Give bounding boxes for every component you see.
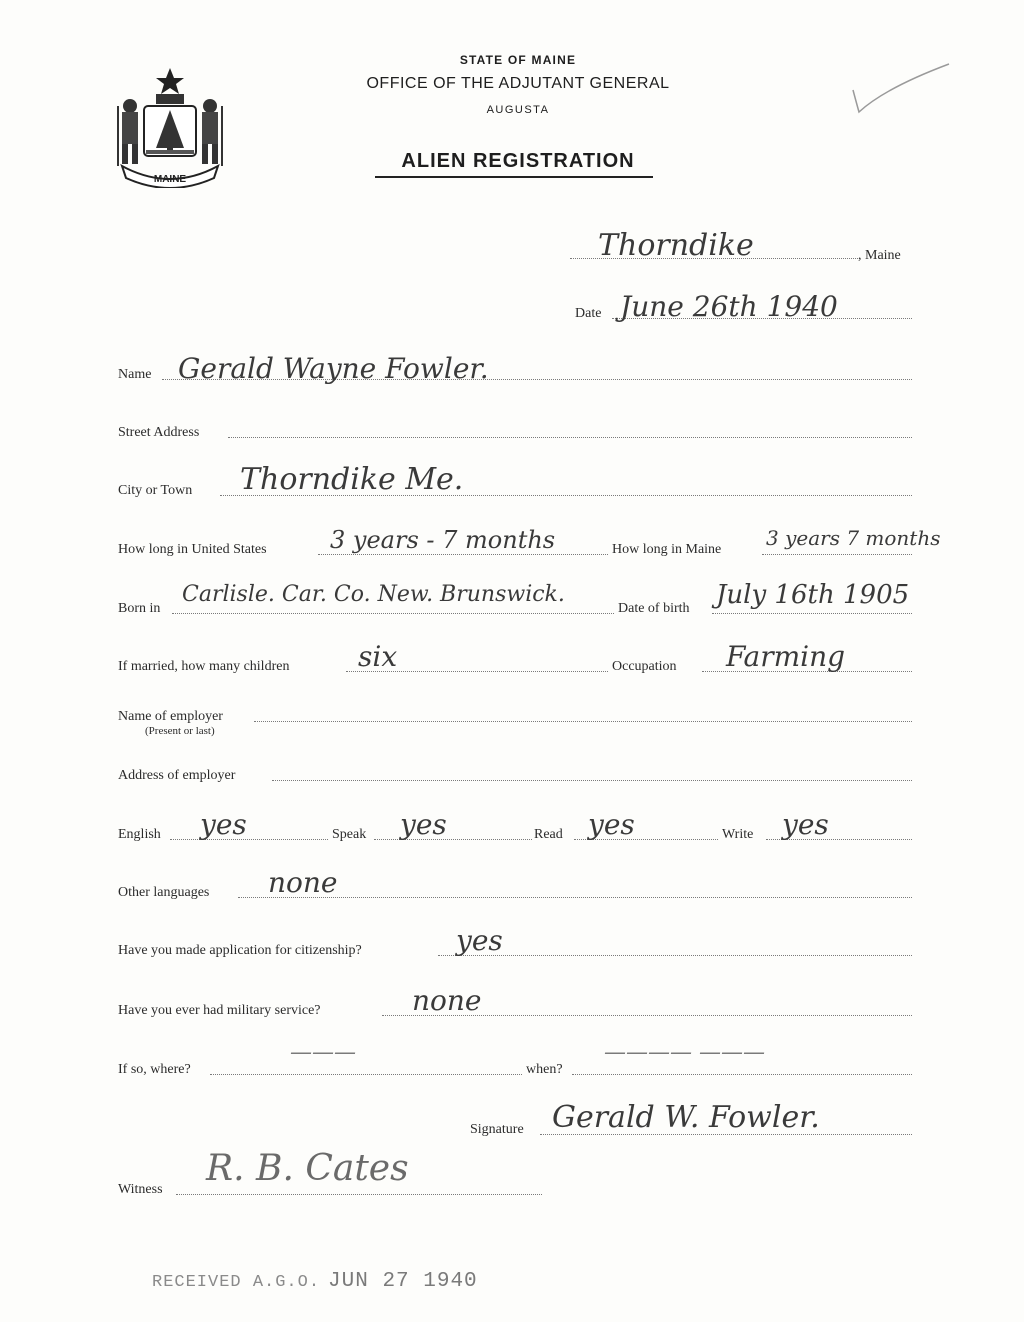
signature-label: Signature [470, 1122, 524, 1137]
write-value[interactable]: yes [782, 808, 829, 841]
military-label: Have you ever had military service? [118, 1003, 321, 1018]
other-languages-value[interactable]: none [268, 866, 338, 899]
when-line [572, 1074, 912, 1075]
dob-line [712, 613, 912, 614]
form-title: ALIEN REGISTRATION [401, 150, 635, 172]
born-in-line [172, 613, 614, 614]
header-state: STATE OF MAINE [459, 53, 577, 67]
occupation-label: Occupation [612, 659, 677, 674]
employer-line [254, 721, 912, 722]
street-address-label: Street Address [118, 425, 200, 440]
city-value[interactable]: Thorndike Me. [240, 462, 464, 497]
speak-label: Speak [332, 827, 367, 842]
dob-label: Date of birth [618, 601, 690, 616]
born-in-label: Born in [118, 601, 161, 616]
name-label: Name [118, 367, 152, 382]
speak-line [374, 839, 532, 840]
born-in-value[interactable]: Carlisle. Car. Co. New. Brunswick. [182, 582, 565, 607]
received-stamp [152, 1270, 478, 1293]
employer-label: Name of employer [118, 709, 223, 724]
english-value[interactable]: yes [200, 808, 247, 841]
witness-label: Witness [118, 1182, 163, 1197]
us-duration-line [318, 554, 608, 555]
occupation-value[interactable]: Farming [726, 640, 846, 673]
when-value[interactable]: ———— ——— [604, 1040, 765, 1065]
title-underline [375, 176, 653, 178]
children-value[interactable]: six [358, 640, 398, 673]
employer-sublabel: (Present or last) [145, 725, 215, 737]
other-languages-line [238, 897, 912, 898]
us-duration-label: How long in United States [118, 542, 267, 557]
write-label: Write [722, 827, 754, 842]
where-line [210, 1074, 522, 1075]
citizenship-value[interactable]: yes [456, 924, 503, 957]
english-label: English [118, 827, 161, 842]
date-value[interactable]: June 26th 1940 [620, 290, 838, 323]
maine-duration-label: How long in Maine [612, 542, 722, 557]
signature-value[interactable]: Gerald W. Fowler. [552, 1100, 820, 1135]
date-label: Date [575, 306, 602, 321]
english-line [170, 839, 328, 840]
read-value[interactable]: yes [588, 808, 635, 841]
name-value[interactable]: Gerald Wayne Fowler. [178, 352, 489, 385]
city-label: City or Town [118, 483, 193, 498]
location-suffix: , Maine [858, 248, 901, 263]
received-stamp-text: RECEIVED A.G.O. [152, 1273, 321, 1292]
witness-value[interactable]: R. B. Cates [206, 1148, 409, 1189]
employer-address-line [272, 780, 912, 781]
witness-line [176, 1194, 542, 1195]
military-value[interactable]: none [412, 984, 482, 1017]
children-label: If married, how many children [118, 659, 290, 674]
read-label: Read [534, 827, 563, 842]
citizenship-label: Have you made application for citizenship? [118, 943, 362, 958]
where-label: If so, where? [118, 1062, 191, 1077]
received-stamp-date: JUN 27 1940 [328, 1270, 478, 1293]
citizenship-line [438, 955, 912, 956]
maine-duration-value[interactable]: 3 years 7 months [766, 526, 941, 550]
street-address-line [228, 437, 912, 438]
check-mark-icon [845, 60, 955, 120]
employer-address-label: Address of employer [118, 768, 236, 783]
dob-value[interactable]: July 16th 1905 [716, 580, 910, 610]
seal-label: MAINE [153, 174, 187, 185]
header-office: OFFICE OF THE ADJUTANT GENERAL [366, 75, 670, 92]
maine-duration-line [762, 554, 912, 555]
header-city: AUGUSTA [486, 104, 550, 116]
speak-value[interactable]: yes [400, 808, 447, 841]
us-duration-value[interactable]: 3 years - 7 months [330, 526, 556, 554]
location-value[interactable]: Thorndike [598, 228, 754, 263]
other-languages-label: Other languages [118, 885, 210, 900]
when-label: when? [526, 1062, 563, 1077]
where-value[interactable]: ——— [290, 1040, 356, 1065]
